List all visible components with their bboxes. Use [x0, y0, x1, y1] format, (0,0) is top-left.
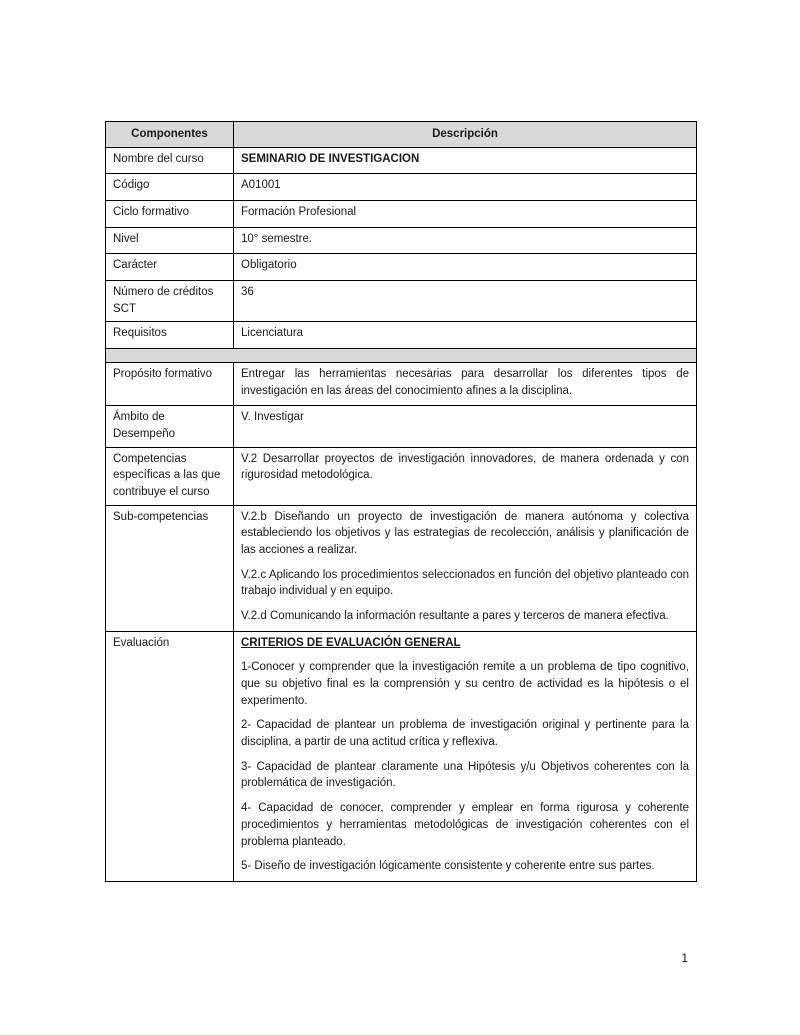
description-cell [234, 201, 697, 228]
description-paragraph: V.2.d Comunicando la información resultante a pares y terceros de manera efectiva. [241, 610, 669, 623]
description-paragraph: 5- Diseño de investigación lógicamente consistente y coherente entre sus partes. [241, 860, 655, 873]
description-paragraph: V.2.b Diseñando un proyecto de investigación de manera autónoma y colectiva estableciendo los objetivos y las estrategias de recolección, análisis y planificación de las acciones a realizar. [241, 510, 689, 557]
spacer-cell [106, 349, 697, 363]
description-paragraph: Licenciatura [241, 327, 304, 340]
table-row [106, 363, 697, 406]
description-cell [234, 505, 697, 631]
description-paragraph: 4- Capacidad de conocer, comprender y emplear en forma rigurosa y coherente procedimientos y herramientas metodológicas de investigación coherentes con el problema planteado. [241, 802, 689, 848]
description-paragraph: 36 [241, 286, 254, 299]
header-componentes: Componentes [106, 122, 234, 148]
component-label-cell: Propósito formativo [106, 363, 234, 406]
table-row [106, 447, 697, 505]
component-label-cell: Ámbito de Desempeño [106, 406, 234, 447]
description-paragraph: 2- Capacidad de plantear un problema de investigación original y pertinente para la disciplina, a partir de una actitud crítica y reflexiva. [241, 719, 689, 749]
description-paragraph: V. Investigar [241, 411, 304, 424]
table-row [106, 406, 697, 447]
description-paragraph: SEMINARIO DE INVESTIGACION [241, 152, 420, 165]
header-descripcion: Descripción [234, 122, 697, 148]
table-row [106, 174, 697, 201]
course-description-table [105, 121, 697, 882]
table-row [106, 505, 697, 631]
spacer-row [106, 349, 697, 363]
description-cell [234, 322, 697, 349]
component-label-cell: Nombre del curso [106, 147, 234, 174]
description-cell [234, 227, 697, 254]
table-row [106, 281, 697, 322]
component-label-cell: Ciclo formativo [106, 201, 234, 228]
table-row [106, 147, 697, 174]
description-paragraph: 3- Capacidad de plantear claramente una Hipótesis y/u Objetivos coherentes con la problemática de investigación. [241, 760, 689, 790]
description-cell [234, 254, 697, 281]
description-paragraph: V.2 Desarrollar proyectos de investigación innovadores, de manera ordenada y con rigurosidad metodológica. [241, 452, 689, 482]
description-cell [234, 147, 697, 174]
description-paragraph: Obligatorio [241, 259, 297, 272]
component-label-cell: Sub-competencias [106, 505, 234, 631]
description-cell [234, 174, 697, 201]
component-label-cell: Código [106, 174, 234, 201]
description-paragraph: Formación Profesional [241, 206, 357, 219]
table-row [106, 631, 697, 881]
table-row [106, 201, 697, 228]
description-cell [234, 281, 697, 322]
component-label-cell: Evaluación [106, 631, 234, 881]
description-paragraph: V.2.c Aplicando los procedimientos seleccionados en función del objetivo planteado con trabajo individual y en equipo. [241, 568, 689, 598]
component-label-cell: Número de créditos SCT [106, 281, 234, 322]
table-row [106, 322, 697, 349]
component-label-cell: Nivel [106, 227, 234, 254]
description-paragraph: 1-Conocer y comprender que la investigación remite a un problema de tipo cognitivo, que su objetivo final es la comprensión y su centro de actividad es la hipótesis o el experimento. [241, 661, 689, 707]
description-paragraph: Entregar las herramientas necesarias para desarrollar los diferentes tipos de investigación en las áreas del conocimiento afines a la disciplina. [241, 368, 689, 397]
description-paragraph: CRITERIOS DE EVALUACIÓN GENERAL [241, 636, 461, 649]
course-table-body [106, 147, 697, 881]
table-row [106, 227, 697, 254]
component-label-cell: Carácter [106, 254, 234, 281]
component-label-cell: Requisitos [106, 322, 234, 349]
table-row [106, 254, 697, 281]
description-cell [234, 447, 697, 505]
description-paragraph: 10° semestre. [241, 232, 313, 245]
component-label-cell: Competencias específicas a las que contribuye el curso [106, 447, 234, 505]
table-header-row [106, 122, 697, 148]
page-number: 1 [681, 951, 688, 965]
description-cell [234, 363, 697, 406]
description-cell [234, 406, 697, 447]
description-paragraph: A01001 [241, 179, 281, 192]
description-cell [234, 631, 697, 881]
